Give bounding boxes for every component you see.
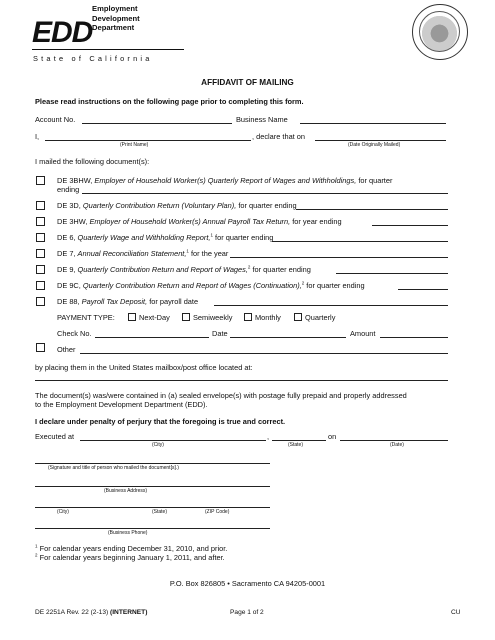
document-checkbox[interactable]: [36, 281, 45, 290]
document-period-field[interactable]: [336, 273, 448, 274]
document-title: Annual Reconciliation Statement,: [77, 249, 187, 258]
footnote-number: 1: [35, 543, 38, 549]
on-label: on: [328, 432, 337, 441]
city-caption: (City): [152, 442, 164, 448]
document-code: DE 9,: [57, 265, 76, 274]
business-phone-field[interactable]: [35, 528, 270, 529]
document-checkbox[interactable]: [36, 249, 45, 258]
signature-field[interactable]: [35, 463, 270, 464]
document-suffix-continued: ending: [57, 185, 80, 194]
document-title: Quarterly Contribution Return (Voluntary Plan),: [82, 201, 237, 210]
page-number: Page 1 of 2: [230, 609, 264, 616]
check-date-label: Date: [212, 329, 228, 338]
footnote-text: For calendar years ending December 31, 2010, and prior.: [39, 544, 228, 553]
footnote-number: 2: [35, 552, 38, 558]
document-period-field[interactable]: [214, 305, 448, 306]
cu-code: CU: [451, 609, 461, 616]
logo-initials: EDD: [32, 16, 93, 49]
other-field[interactable]: [80, 353, 448, 354]
form-id: [35, 609, 147, 616]
document-item: [57, 265, 311, 274]
contained-text-continued: to the Employment Development Department (EDD).: [35, 400, 208, 409]
comma: ,: [267, 432, 270, 441]
other-checkbox[interactable]: [36, 343, 45, 352]
document-suffix: for quarter: [358, 176, 393, 185]
po-box-address: P.O. Box 826805 • Sacramento CA 94205-0001: [169, 579, 326, 588]
business-name-field[interactable]: [300, 123, 446, 124]
document-suffix: for payroll date: [149, 297, 199, 306]
payment-next-day-checkbox[interactable]: [128, 313, 136, 321]
document-checkbox[interactable]: [36, 265, 45, 274]
payment-quarterly-checkbox[interactable]: [294, 313, 302, 321]
document-item: [57, 201, 297, 210]
payment-option-label: Semiweekly: [193, 313, 233, 322]
state-caption: (State): [288, 442, 304, 448]
document-checkbox[interactable]: [36, 201, 45, 210]
zip-caption: (ZIP Code): [205, 509, 230, 515]
business-address-caption: (Business Address): [104, 488, 148, 494]
document-code: DE 3D,: [57, 201, 81, 210]
document-code: DE 88,: [57, 297, 80, 306]
document-item: [57, 249, 228, 258]
document-title: Quarterly Contribution Return and Report of Wages (Continuation),: [82, 281, 302, 290]
document-title: Employer of Household Worker(s) Annual Payroll Tax Return,: [89, 217, 291, 226]
i-label: I,: [35, 132, 40, 141]
logo-department-name: [92, 4, 140, 33]
logo-rule: [32, 49, 184, 50]
executed-date-field[interactable]: [340, 440, 448, 441]
payment-type-label: PAYMENT TYPE:: [57, 313, 115, 322]
document-period-field[interactable]: [372, 225, 448, 226]
document-item: [57, 233, 273, 242]
form-id-internet: (INTERNET): [110, 609, 148, 616]
executed-at-label: Executed at: [35, 432, 75, 441]
footnote-2: [35, 553, 225, 562]
address-city-caption: (City): [57, 509, 69, 515]
document-period-field[interactable]: [398, 289, 448, 290]
document-title: Quarterly Contribution Return and Report of Wages,: [77, 265, 248, 274]
placing-label: by placing them in the United States mailbox/post office located at:: [35, 363, 253, 372]
logo-dept-line: Department: [92, 23, 135, 33]
footnote-ref: 1: [210, 232, 213, 238]
payment-option-label: Next-Day: [139, 313, 170, 322]
amount-field[interactable]: [380, 337, 448, 338]
footnote-ref: 1: [186, 248, 189, 254]
document-period-field[interactable]: [82, 193, 448, 194]
perjury-statement: I declare under penalty of perjury that the foregoing is true and correct.: [35, 417, 286, 426]
account-no-field[interactable]: [82, 123, 232, 124]
document-suffix: for the year: [191, 249, 229, 258]
footnote-ref: 2: [247, 264, 251, 270]
document-checkbox[interactable]: [36, 176, 45, 185]
page-title: AFFIDAVIT OF MAILING: [201, 78, 294, 87]
document-suffix: for quarter ending: [238, 201, 297, 210]
document-checkbox[interactable]: [36, 233, 45, 242]
business-phone-caption: (Business Phone): [108, 530, 148, 536]
document-code: DE 9C,: [57, 281, 81, 290]
mailbox-location-field[interactable]: [35, 380, 448, 381]
logo-state: State of California: [33, 54, 153, 63]
executed-city-field[interactable]: [80, 440, 266, 441]
account-no-label: Account No.: [35, 115, 76, 124]
mailed-docs-label: I mailed the following document(s):: [35, 157, 150, 166]
other-label: Other: [57, 345, 76, 354]
document-code: DE 7,: [57, 249, 76, 258]
date-mailed-caption: (Date Originally Mailed): [348, 142, 401, 148]
logo-dept-line: Employment: [92, 4, 138, 13]
date-mailed-field[interactable]: [315, 140, 446, 141]
print-name-caption: (Print Name): [120, 142, 149, 148]
payment-monthly-checkbox[interactable]: [244, 313, 252, 321]
document-title: Employer of Household Worker(s) Quarterly Report of Wages and Withholdings,: [94, 176, 357, 185]
signature-caption: (Signature and title of person who mailed the document[s].): [48, 465, 179, 471]
form-id-text: DE 2251A Rev. 22 (2-13): [35, 609, 109, 616]
payment-option-label: Monthly: [255, 313, 281, 322]
check-date-field[interactable]: [230, 337, 346, 338]
declare-label: , declare that on: [252, 132, 306, 141]
executed-state-field[interactable]: [272, 440, 326, 441]
footnote-ref: 2: [301, 280, 305, 286]
address-state-caption: (State): [152, 509, 168, 515]
document-code: DE 3HW,: [57, 217, 88, 226]
document-suffix: for year ending: [292, 217, 342, 226]
payment-semiweekly-checkbox[interactable]: [182, 313, 190, 321]
business-name-label: Business Name: [236, 115, 288, 124]
check-no-label: Check No.: [57, 329, 92, 338]
document-item: [57, 217, 342, 226]
document-item: [57, 297, 198, 306]
amount-label: Amount: [350, 329, 376, 338]
city-state-zip-field[interactable]: [35, 507, 270, 508]
document-title: Payroll Tax Deposit,: [81, 297, 148, 306]
document-suffix: for quarter ending: [306, 281, 365, 290]
footnote-1: [35, 544, 227, 553]
instructions: Please read instructions on the following page prior to completing this form.: [35, 97, 304, 106]
document-period-field[interactable]: [272, 241, 448, 242]
check-no-field[interactable]: [95, 337, 209, 338]
document-period-field[interactable]: [296, 209, 448, 210]
document-period-field[interactable]: [230, 257, 448, 258]
document-checkbox[interactable]: [36, 297, 45, 306]
document-code: DE 3BHW,: [57, 176, 93, 185]
document-item: [57, 281, 365, 290]
document-item: [57, 176, 392, 185]
document-suffix: for quarter ending: [252, 265, 311, 274]
date-caption: (Date): [390, 442, 404, 448]
footnote-text: For calendar years beginning January 1, 2011, and after.: [39, 553, 225, 562]
document-title: Quarterly Wage and Withholding Report,: [77, 233, 211, 242]
document-suffix: for quarter ending: [215, 233, 274, 242]
print-name-field[interactable]: [45, 140, 251, 141]
contained-text: The document(s) was/were contained in (a) sealed envelope(s) with postage fully prepaid and properly addressed: [35, 391, 407, 400]
state-seal-icon: [412, 4, 468, 60]
logo-dept-line: Development: [92, 13, 140, 23]
document-checkbox[interactable]: [36, 217, 45, 226]
payment-option-label: Quarterly: [305, 313, 336, 322]
document-code: DE 6,: [57, 233, 76, 242]
business-address-field[interactable]: [35, 486, 270, 487]
